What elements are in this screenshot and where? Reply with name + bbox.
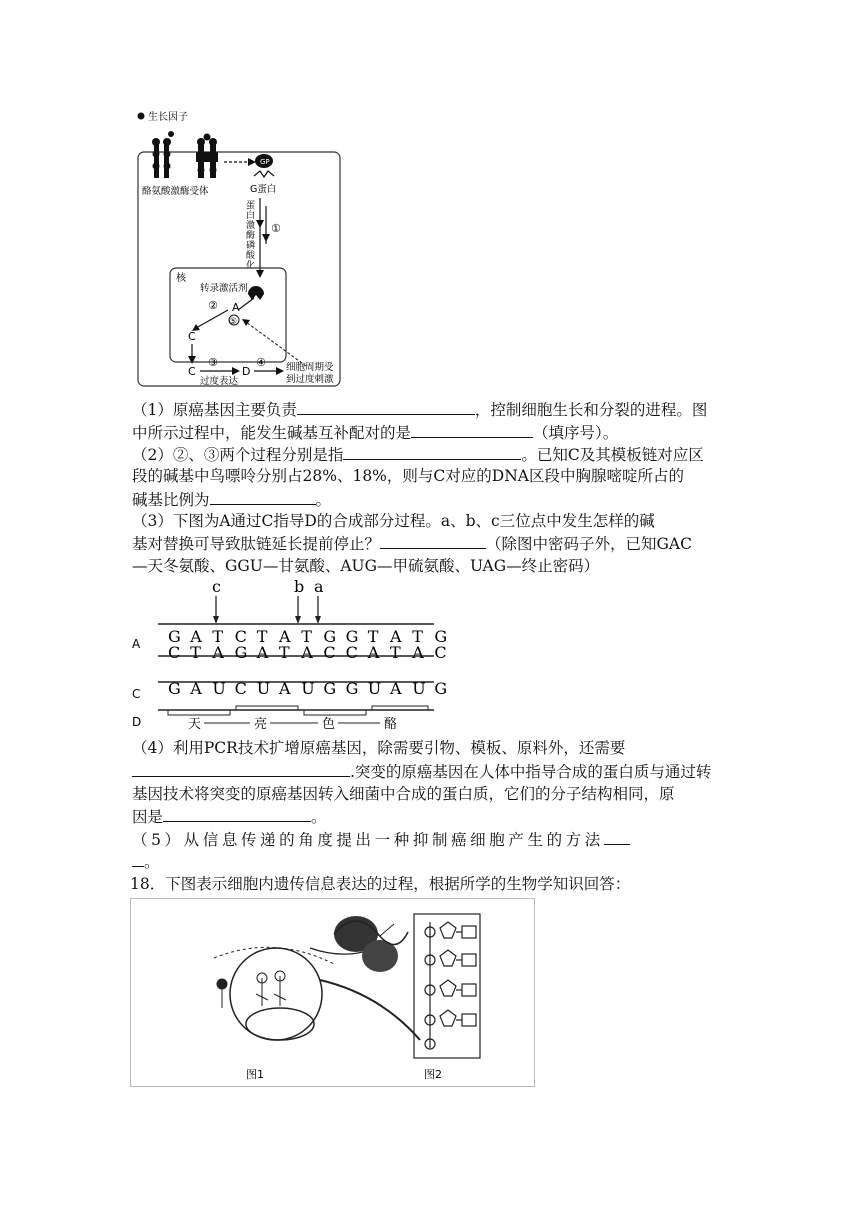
dna-bottom-base: T <box>390 643 401 662</box>
step-2-label: ② <box>208 299 218 312</box>
q2-line2: 段的碱基中鸟嘌呤分别占28%、18%，则与C对应的DNA区段中胸腺嘧啶所占的 <box>132 467 684 485</box>
dna-bottom-base: A <box>301 643 313 662</box>
q2-line3: 碱基比例为 。 <box>132 488 331 511</box>
strand-A-label: A <box>132 637 141 651</box>
dna-top-base: A <box>390 627 402 646</box>
dna-top-base: G <box>345 627 359 646</box>
inner-C-label: C <box>188 330 196 343</box>
step-5-label: ⑤ <box>229 317 238 327</box>
dna-top-base: T <box>301 627 312 646</box>
svg-text:GP: GP <box>260 158 270 166</box>
mutation-site-label: a <box>314 577 324 596</box>
kinase-phosphorylation-label <box>246 200 256 271</box>
q1-line2: 中所示过程中，能发生碱基互补配对的是 （填序号）。 <box>132 421 618 444</box>
svg-text:磷: 磷 <box>246 241 256 251</box>
q2-blank1[interactable] <box>343 443 521 460</box>
dna-top-base: T <box>412 627 423 646</box>
svg-text:化: 化 <box>246 261 256 271</box>
dna-bottom-base: C <box>323 643 336 662</box>
receptor-label: 酪氨酸激酶受体 <box>142 186 209 197</box>
q5-line1: （5）从信息传递的角度提出一种抑制癌细胞产生的方法 <box>132 828 630 851</box>
receptor-icon <box>152 131 174 178</box>
legend-growth-factor: 生长因子 <box>148 112 188 123</box>
dna-top-base: C <box>234 627 247 646</box>
mutation-site-label: b <box>294 577 305 596</box>
dna-top-base: T <box>256 627 268 646</box>
q4-line1: （4）利用PCR技术扩增原癌基因，除需要引物、模板、原料外，还需要 <box>132 739 626 757</box>
mrna-base: U <box>301 679 315 698</box>
svg-text:激: 激 <box>246 221 256 231</box>
arrowhead-icon <box>315 616 321 624</box>
svg-text:蛋: 蛋 <box>246 201 256 211</box>
overexpress-label: 过度表达 <box>200 376 239 387</box>
dna-bottom-base: T <box>279 643 290 662</box>
q3-line2: 基对替换可导致肽链延长提前停止？ （除图中密码子外，已知GAC <box>132 532 692 555</box>
q18-heading: 18．下图表示细胞内遗传信息表达的过程，根据所学的生物学知识回答： <box>130 875 631 893</box>
amino-acid-label: 亮 <box>254 717 268 732</box>
mrna-base: G <box>168 679 181 698</box>
arrowhead-icon <box>213 616 219 624</box>
dna-top-base: T <box>367 627 379 646</box>
figure-1-caption: 图1 <box>246 1068 264 1081</box>
q4-blank2[interactable] <box>163 805 311 822</box>
mrna-base: G <box>323 679 337 698</box>
q3-blank[interactable] <box>380 532 486 549</box>
mrna-base: U <box>212 679 226 698</box>
outer-C-label: C <box>188 365 196 378</box>
q1-blank1[interactable] <box>297 398 475 415</box>
strand-C-label: C <box>132 687 141 701</box>
q5-line2: 。 <box>132 850 160 873</box>
nucleus-label: 核 <box>176 273 186 284</box>
dna-bottom-base: A <box>412 643 424 662</box>
q2-line1: （2）②、③两个过程分别是指 。已知C及其模板链对应区 <box>132 443 704 466</box>
cell-cycle-label-2: 到过度刺激 <box>286 374 334 385</box>
q4-line2: .突变的原癌基因在人体中指导合成的蛋白质与通过转 <box>132 760 711 783</box>
q3-line3: —天冬氨酸、GGU—甘氨酸、AUG—甲硫氨酸、UAG—终止密码） <box>132 557 600 575</box>
q2-blank2[interactable] <box>210 488 316 505</box>
mrna-base: A <box>390 679 402 698</box>
mrna-base: A <box>279 679 291 698</box>
dna-bottom-base: T <box>190 643 201 662</box>
q5-blank1[interactable] <box>604 828 630 845</box>
mrna-base: C <box>234 679 247 698</box>
g-protein-label: G蛋白 <box>250 184 277 195</box>
mutation-site-label: c <box>212 577 221 596</box>
dna-bottom-base: C <box>434 643 447 662</box>
q1-blank2[interactable] <box>411 421 533 438</box>
amino-acid-label: 天 <box>188 717 202 732</box>
dna-bottom-base: C <box>345 643 358 662</box>
dna-sequence-figure <box>130 577 448 740</box>
dna-bottom-base: C <box>168 643 181 662</box>
q4-blank1[interactable] <box>132 760 350 777</box>
amino-acid-label: 色 <box>322 717 336 732</box>
growth-factor-dot-icon <box>138 113 145 120</box>
translation-figure <box>130 898 536 1088</box>
dna-bottom-base: G <box>234 643 248 662</box>
dna-top-base: A <box>279 627 291 646</box>
dna-bottom-base: A <box>212 643 224 662</box>
figure-2-caption: 图2 <box>424 1068 442 1081</box>
svg-text:白: 白 <box>246 211 256 221</box>
mrna-base: U <box>412 679 426 698</box>
svg-text:酶: 酶 <box>246 231 256 241</box>
activator-label: 转录激活剂 <box>200 283 248 294</box>
dna-top-base: A <box>190 627 202 646</box>
dna-bottom-base: A <box>256 643 269 662</box>
mrna-base: G <box>345 679 359 698</box>
g-protein-icon <box>254 154 274 177</box>
q4-line4: 因是 。 <box>132 805 327 828</box>
q4-line3: 基因技术将突变的原癌基因转入细菌中合成的蛋白质，它们的分子结构相同，原 <box>132 785 675 803</box>
arrowhead-icon <box>295 616 301 624</box>
step-1-label: ① <box>271 222 281 235</box>
activator-icon <box>248 286 264 300</box>
dna-top-base: T <box>212 627 224 646</box>
mrna-base: U <box>367 679 382 698</box>
q1-line1: （1）原癌基因主要负责 ，控制细胞生长和分裂的进程。图 <box>132 398 707 421</box>
q3-line1: （3）下图为A通过C指导D的合成部分过程。a、b、c三位点中发生怎样的碱 <box>132 512 655 530</box>
mrna-base: U <box>256 679 271 698</box>
q5-blank2[interactable] <box>132 850 144 867</box>
dna-top-base: G <box>168 627 181 646</box>
mrna-base: G <box>434 679 448 698</box>
cell-cycle-label-1: 细胞周期受 <box>286 362 334 373</box>
step-3-label: ③ <box>208 356 218 369</box>
signaling-pathway-figure <box>130 104 345 390</box>
amino-acid-label: 酪 <box>384 717 398 732</box>
strand-D-label: D <box>132 715 142 729</box>
step-4-label: ④ <box>256 356 266 369</box>
dna-bottom-base: A <box>367 643 380 662</box>
D-label: D <box>242 365 251 378</box>
gene-A-label: A <box>232 301 240 314</box>
mrna-base: A <box>190 679 202 698</box>
activated-receptor-icon <box>196 134 218 179</box>
dna-top-base: G <box>323 627 337 646</box>
svg-text:酸: 酸 <box>246 251 256 261</box>
dna-top-base: G <box>434 627 448 646</box>
